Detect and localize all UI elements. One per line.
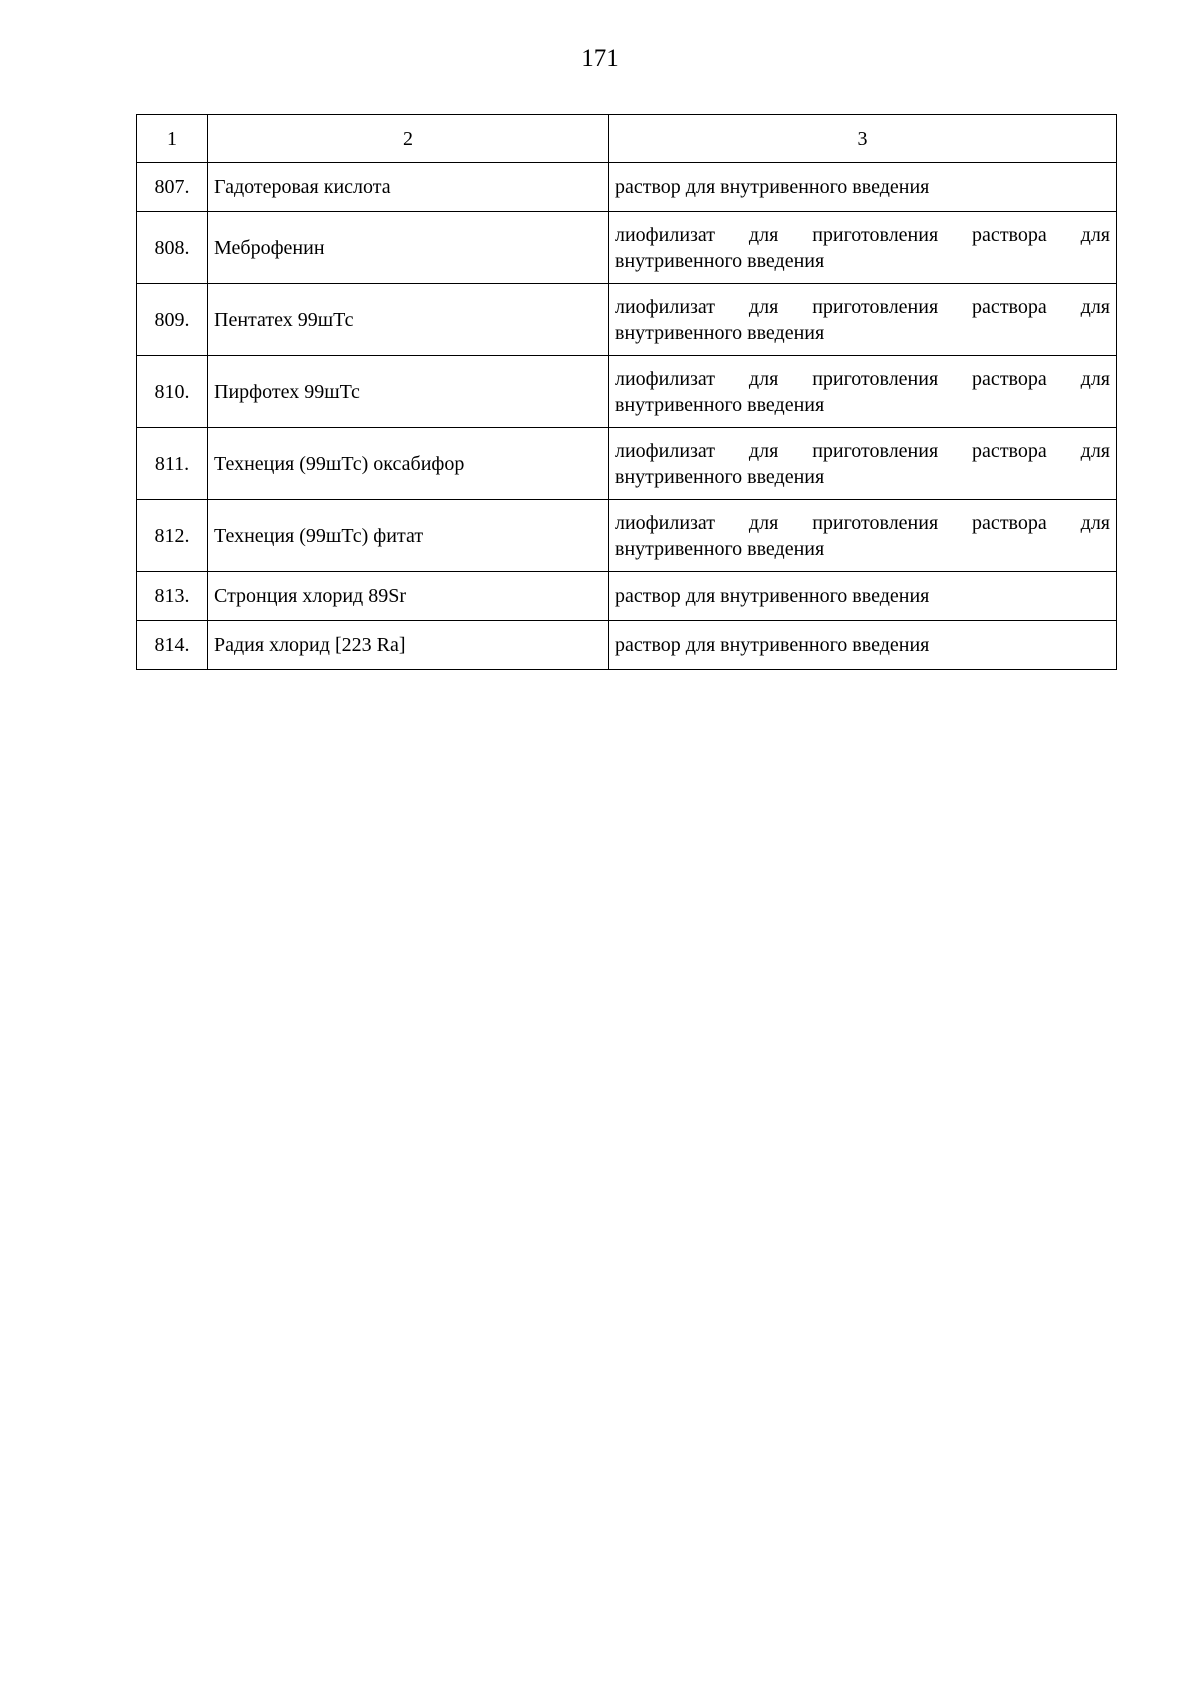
drug-name: Технеция (99шТс) оксабифор: [208, 428, 609, 500]
drug-table: [136, 114, 1117, 670]
row-number: 811.: [137, 428, 208, 500]
dosage-form: лиофилизат для приготовления раствора для внутривенного введения: [609, 212, 1117, 284]
table-row: [137, 572, 1117, 621]
row-number: 813.: [137, 572, 208, 621]
dosage-form: лиофилизат для приготовления раствора для внутривенного введения: [609, 500, 1117, 572]
drug-name: Радия хлорид [223 Ra]: [208, 621, 609, 670]
drug-name: Технеция (99шТс) фитат: [208, 500, 609, 572]
row-number: 807.: [137, 163, 208, 212]
dosage-form: лиофилизат для приготовления раствора для внутривенного введения: [609, 428, 1117, 500]
drug-name: Стронция хлорид 89Sr: [208, 572, 609, 621]
table-header-row: [137, 115, 1117, 163]
drug-name: Пентатех 99шТс: [208, 284, 609, 356]
table-row: [137, 284, 1117, 356]
dosage-form: лиофилизат для приготовления раствора для внутривенного введения: [609, 356, 1117, 428]
dosage-form: раствор для внутривенного введения: [609, 572, 1117, 621]
table-row: [137, 428, 1117, 500]
row-number: 810.: [137, 356, 208, 428]
table-row: [137, 500, 1117, 572]
drug-name: Пирфотех 99шТс: [208, 356, 609, 428]
dosage-form: раствор для внутривенного введения: [609, 163, 1117, 212]
dosage-form: лиофилизат для приготовления раствора для внутривенного введения: [609, 284, 1117, 356]
drug-name: Гадотеровая кислота: [208, 163, 609, 212]
page-number: 171: [581, 45, 619, 72]
column-header-3: 3: [609, 115, 1117, 163]
dosage-form: раствор для внутривенного введения: [609, 621, 1117, 670]
drug-name: Меброфенин: [208, 212, 609, 284]
column-header-2: 2: [208, 115, 609, 163]
row-number: 808.: [137, 212, 208, 284]
row-number: 809.: [137, 284, 208, 356]
row-number: 814.: [137, 621, 208, 670]
table-row: [137, 212, 1117, 284]
table-row: [137, 163, 1117, 212]
row-number: 812.: [137, 500, 208, 572]
table-row: [137, 356, 1117, 428]
column-header-1: 1: [137, 115, 208, 163]
table-row: [137, 621, 1117, 670]
